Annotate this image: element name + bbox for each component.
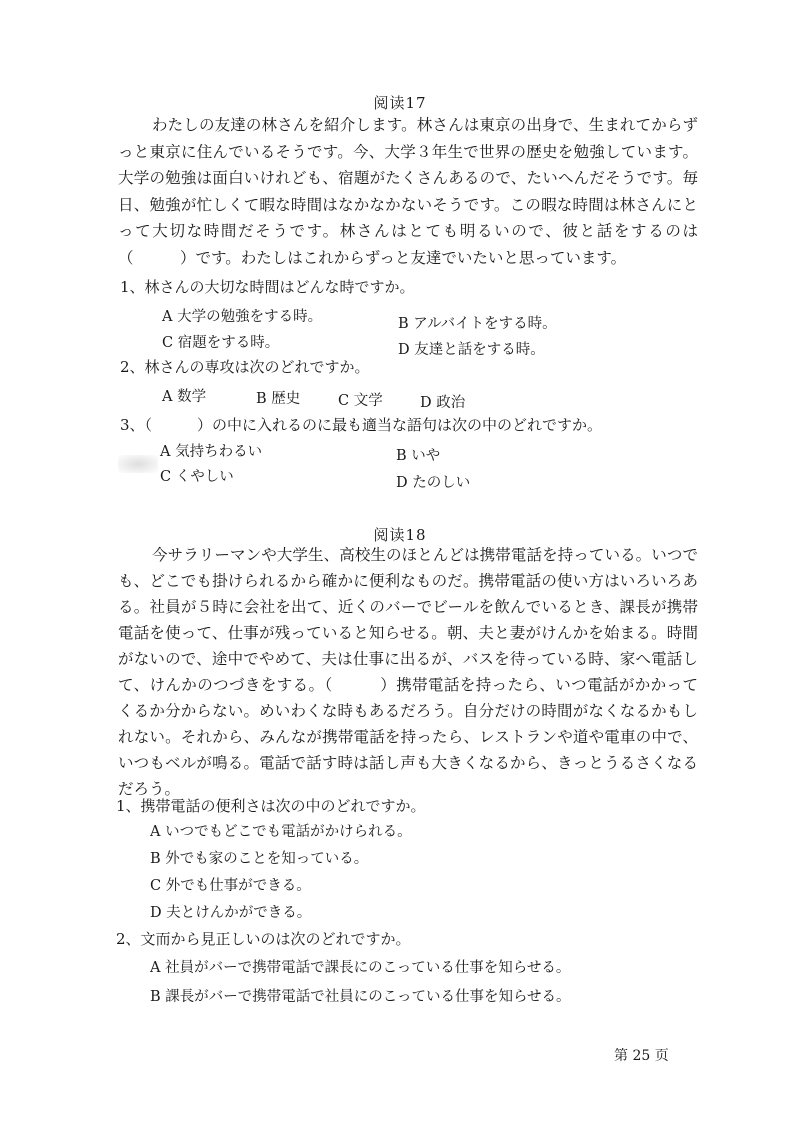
s18-q1-option-b: B 外でも家のことを知っている。 xyxy=(150,851,369,867)
s17-q1-option-a: A 大学の勉強をする時。 xyxy=(162,309,323,325)
s18-q2-option-a: A 社員がバーで携帯電話で課長にのこっている仕事を知らせる。 xyxy=(150,960,571,976)
s17-q2-option-c: C 文学 xyxy=(338,393,383,409)
section-18-passage: 今サラリーマンや大学生、高校生のほとんどは携帯電話を持っている。いつでも、どこでも掛けられるから確かに便利なものだ。携帯電話の使い方はいろいろある。社員が５時に会社を出て、近くのバーでビールを飲んでいるとき、課長が携帯電話を使って、仕事が残っていると知らせる。朝、夫と妻がけんかを始まる。時間がないので、途中でやめて、夫は仕事に出るが、バスを待っている時、家へ電話して、けんかのつづきをする。（ ）携帯電話を持ったら、いつ電話がかかってくるか分からない。めいわくな時もあるだろう。自分だけの時間がなくなるかもしれない。それから、みんなが携帯電話を持ったら、レストランや道や電車の中で、いつもベルが鳴る。電話で話す時は話し声も大きくなるから、きっとうるさくなるだろう。 xyxy=(118,546,698,798)
s17-question-3: 3、（ ）の中に入れるのに最も適当な語句は次の中のどれですか。 xyxy=(120,416,603,434)
s18-question-1: 1、携帯電話の便利さは次の中のどれですか。 xyxy=(116,797,426,815)
section-18-title: 阅读18 xyxy=(373,526,427,544)
s17-q2-option-d: D 政治 xyxy=(420,395,466,411)
s17-q3-option-a: A 気持ちわるい xyxy=(160,444,263,460)
s18-q1-option-c: C 外でも仕事ができる。 xyxy=(150,878,311,894)
s17-q2-option-a: A 数学 xyxy=(162,389,207,405)
s17-q3-option-c: C くやしい xyxy=(160,469,234,485)
s17-q1-option-d: D 友達と話をする時。 xyxy=(398,342,545,358)
s18-question-2: 2、文而から見正しいのは次のどれですか。 xyxy=(116,930,411,948)
s18-q1-option-a: A いつでもどこでも電話がかけられる。 xyxy=(150,824,412,840)
s17-question-2: 2、林さんの専攻は次のどれですか。 xyxy=(120,358,370,376)
section-17-title: 阅读17 xyxy=(373,94,427,112)
s17-q3-option-b: B いや xyxy=(396,448,441,464)
s17-q1-option-b: B アルバイトをする時。 xyxy=(398,316,557,332)
scan-smudge xyxy=(118,455,158,473)
s17-q2-option-b: B 歴史 xyxy=(256,391,301,407)
s18-q1-option-d: D 夫とけんかができる。 xyxy=(150,905,312,921)
page-number: 第 25 页 xyxy=(614,1048,669,1064)
s17-q3-option-d: D たのしい xyxy=(396,475,471,491)
s18-q2-option-b: B 課長がバーで携帯電話で社員にのこっている仕事を知らせる。 xyxy=(150,989,571,1005)
s17-question-1: 1、林さんの大切な時間はどんな時ですか。 xyxy=(120,278,415,296)
section-17-passage: わたしの友達の林さんを紹介します。林さんは東京の出身で、生まれてからずっと東京に住んでいるそうです。今、大学３年生で世界の歴史を勉強しています。大学の勉強は面白いけれども、宿題がたくさんあるので、たいへんだそうです。毎日、勉強が忙しくて暇な時間はなかなかないそうです。この暇な時間は林さんにとって大切な時間だそうです。林さんはとても明るいので、彼と話をするのは（ ）です。わたしはこれからずっと友達でいたいと思っています。 xyxy=(118,116,698,267)
s17-q1-option-c: C 宿題をする時。 xyxy=(162,335,280,351)
